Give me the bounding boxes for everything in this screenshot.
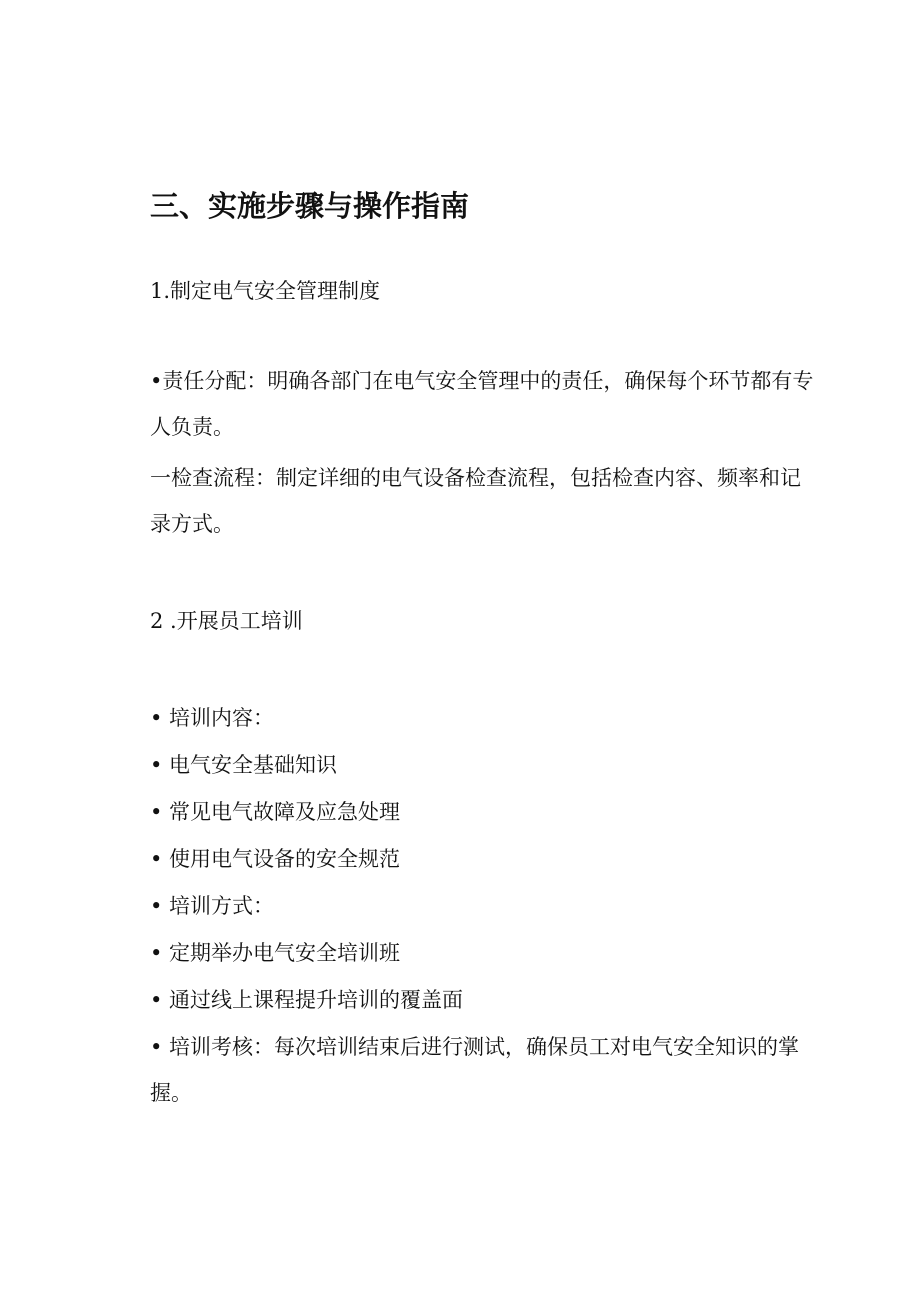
subsection-1-title: 1.制定电气安全管理制度 [150, 279, 381, 303]
paragraph-responsibility: •责任分配：明确各部门在电气安全管理中的责任，确保每个环节都有专人负责。 [150, 369, 814, 439]
paragraph-assessment: • 培训考核：每次培训结束后进行测试，确保员工对电气安全知识的掌握。 [150, 1035, 800, 1105]
list-item: • 定期举办电气安全培训班 [150, 941, 401, 965]
paragraph-inspection: 一检查流程：制定详细的电气设备检查流程，包括检查内容、频率和记录方式。 [150, 466, 801, 536]
list-item: • 使用电气设备的安全规范 [150, 847, 401, 871]
list-item: • 通过线上课程提升培训的覆盖面 [150, 988, 464, 1012]
section-title: 三、实施步骤与操作指南 [150, 189, 470, 223]
subsection-2-title: 2 .开展员工培训 [150, 609, 303, 633]
list-item: • 培训方式： [150, 894, 275, 918]
list-item: • 常见电气故障及应急处理 [150, 800, 401, 824]
list-item: • 电气安全基础知识 [150, 753, 338, 777]
list-item: • 培训内容： [150, 706, 275, 730]
